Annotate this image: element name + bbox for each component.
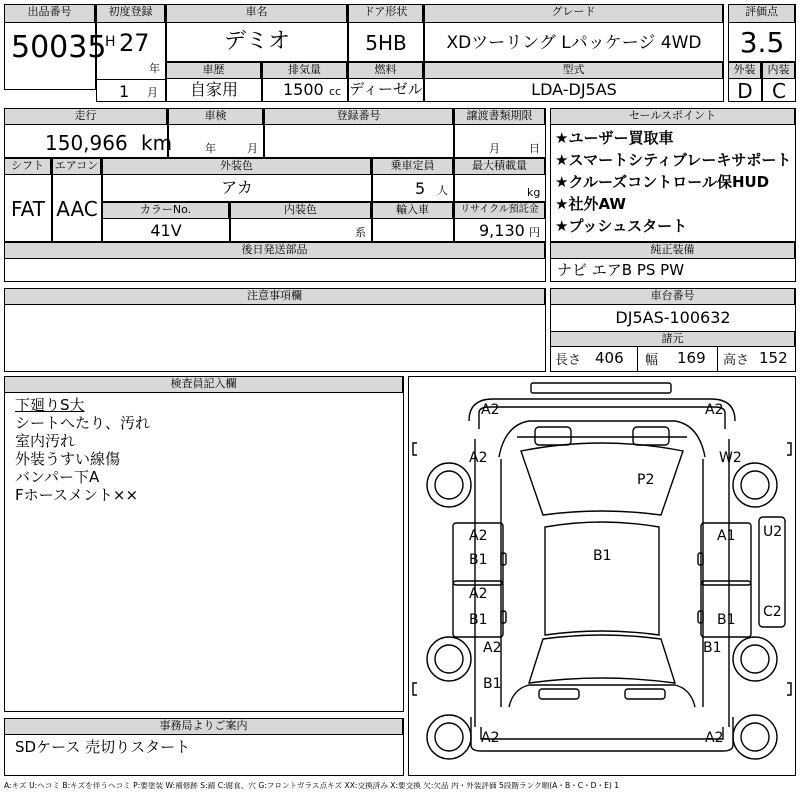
color-no-box: [102, 202, 230, 242]
sales-point: ★ユーザー買取車: [555, 129, 674, 147]
load-box: [454, 158, 546, 202]
recycle-box: [454, 202, 546, 242]
later-parts-label: 後日発送部品: [5, 243, 545, 259]
equipment-label: 純正装備: [551, 243, 795, 259]
color-no: 41V: [150, 221, 182, 240]
fuel: ディーゼル: [349, 80, 423, 98]
fuel-label: 燃料: [349, 63, 423, 79]
score-label: 評価点: [729, 5, 795, 23]
capacity-label: 乗車定員: [373, 159, 453, 175]
exterior-label: 外装: [729, 63, 761, 79]
inspector-note: シートへたり、汚れ: [15, 414, 151, 432]
dims-label: 諸元: [551, 331, 795, 347]
car-diagram-box: [408, 376, 796, 776]
score: 3.5: [739, 26, 785, 59]
door: 5HB: [365, 31, 407, 55]
transfer-label: 譲渡書類期限: [455, 109, 545, 125]
damage-mark: P2: [637, 472, 655, 488]
month-unit: 月: [147, 86, 158, 99]
year: 27: [119, 29, 150, 57]
inspector-note: 室内汚れ: [15, 432, 76, 450]
length-label: 長さ: [555, 353, 582, 368]
sales-point: ★クルーズコントロール保HUD: [555, 173, 770, 191]
color-box: [102, 158, 372, 202]
damage-mark: A2: [469, 528, 488, 544]
insp-month-unit: 月: [247, 142, 258, 155]
width: 169: [677, 349, 706, 367]
ac-label: エアコン: [53, 159, 101, 175]
exterior-grade: D: [737, 79, 753, 103]
era: H: [105, 34, 116, 50]
first-reg-label: 初度登録: [97, 5, 165, 23]
sales-point: ★スマートシティブレーキサポート: [555, 151, 792, 169]
transfer-month-unit: 月: [489, 142, 500, 155]
load-label: 最大積載量: [455, 159, 545, 175]
history-label: 車歴: [167, 63, 261, 79]
capacity-box: [372, 158, 454, 202]
damage-mark: B1: [469, 552, 488, 568]
damage-mark: W2: [719, 450, 742, 466]
inspector-box: [4, 376, 404, 712]
shift: FAT: [10, 197, 45, 221]
equipment-value: ナビ エアB PS PW: [557, 261, 685, 279]
damage-mark: B1: [593, 548, 612, 564]
damage-mark: B1: [483, 676, 502, 692]
insp-year-unit: 年: [205, 142, 216, 155]
inspector-label: 検査員記入欄: [5, 377, 403, 393]
sales-point: ★社外AW: [555, 195, 626, 213]
inspection-label: 車検: [169, 109, 263, 125]
reg-label: 登録番号: [265, 109, 453, 125]
caution-label: 注意事項欄: [5, 289, 545, 305]
height-label: 高さ: [723, 353, 750, 368]
damage-mark: A2: [481, 730, 500, 746]
damage-mark: A2: [483, 640, 502, 656]
model: デミオ: [223, 29, 290, 54]
import-box: [372, 202, 454, 242]
door-box: [348, 4, 424, 62]
capacity: 5: [415, 179, 426, 198]
ac-box: [52, 158, 102, 242]
model-label: 車名: [167, 5, 347, 23]
shift-box: [4, 158, 52, 242]
legend: A:キズ U:ヘコミ B:キズを伴うヘコミ P:要塗装 W:補修跡 S:錆 C:腐食、穴 G:フロントガラス点キズ XX:交換済み X:要交換 欠:欠品 内・外装評価 5段階ランク順(A・B・C・D・E) 1: [4, 782, 620, 790]
inspector-note: バンパー下A: [15, 468, 100, 486]
length: 406: [595, 349, 624, 367]
color-label: 外装色: [103, 159, 371, 175]
recycle: 9,130: [479, 221, 525, 240]
car-diagram: [409, 377, 795, 775]
color: アカ: [221, 178, 253, 197]
transfer-box: [454, 108, 546, 158]
chassis-label: 車台番号: [551, 289, 795, 305]
mileage: 150,966: [45, 131, 128, 155]
interior-grade: C: [772, 79, 786, 103]
chassis-box: [550, 288, 796, 372]
damage-mark: U2: [763, 524, 783, 540]
recycle-unit: 円: [529, 226, 540, 239]
mileage-box: [4, 108, 173, 158]
chassis-number: DJ5AS-100632: [615, 308, 731, 327]
interior-grade-box: [762, 62, 796, 102]
month: 1: [119, 82, 130, 101]
ac: AAC: [56, 197, 98, 221]
type-box: [424, 62, 724, 102]
damage-mark: A2: [481, 402, 500, 418]
height: 152: [759, 349, 788, 367]
damage-mark: A1: [717, 528, 736, 544]
type: LDA-DJ5AS: [531, 80, 617, 99]
transfer-day-unit: 日: [529, 142, 540, 155]
displacement: 1500: [283, 80, 324, 99]
sales-points-label: セールスポイント: [551, 109, 795, 125]
load-unit: kg: [527, 186, 541, 199]
year-unit: 年: [149, 62, 160, 75]
damage-mark: A2: [469, 450, 488, 466]
office-label: 事務局よりご案内: [5, 719, 403, 735]
score-box: [728, 4, 796, 62]
inspection-box: [168, 108, 264, 158]
damage-mark: A2: [469, 586, 488, 602]
inspector-note: Fホースメント××: [15, 486, 139, 504]
mileage-unit: km: [141, 131, 173, 155]
inspector-note: 外装うすい線傷: [15, 450, 121, 468]
grade-box: [424, 4, 724, 62]
office-text: SDケース 売切りスタート: [15, 738, 191, 756]
damage-mark: A2: [705, 730, 724, 746]
caution-box: [4, 288, 546, 372]
first-reg-box: [96, 4, 166, 102]
int-color-unit: 系: [355, 226, 366, 239]
grade: XDツーリング Lパッケージ 4WD: [446, 33, 702, 53]
later-parts-box: [4, 242, 546, 282]
fuel-box: [348, 62, 424, 102]
displacement-box: [262, 62, 348, 102]
mileage-label: 走行: [5, 109, 167, 125]
history-box: [166, 62, 262, 102]
model-box: [166, 4, 348, 62]
office-box: [4, 718, 404, 776]
exterior-grade-box: [728, 62, 762, 102]
door-label: ドア形状: [349, 5, 423, 23]
lot-label: 出品番号: [5, 5, 95, 23]
recycle-label: リサイクル預託金: [455, 203, 545, 219]
interior-label: 内装: [763, 63, 795, 79]
reg-box: [264, 108, 454, 158]
damage-mark: B1: [703, 640, 722, 656]
displacement-unit: cc: [329, 85, 342, 98]
sales-point: ★プッシュスタート: [555, 217, 688, 235]
shift-label: シフト: [5, 159, 51, 175]
grade-label: グレード: [425, 5, 723, 23]
damage-mark: A2: [705, 402, 724, 418]
inspector-note: 下廻りS大: [15, 396, 85, 414]
equipment-box: [550, 242, 796, 282]
color-no-label: カラーNo.: [103, 203, 229, 219]
displacement-label: 排気量: [263, 63, 347, 79]
damage-mark: C2: [763, 604, 782, 620]
import-label: 輸入車: [373, 203, 453, 219]
sales-points-box: [550, 108, 796, 242]
int-color-label: 内装色: [231, 203, 371, 219]
capacity-unit: 人: [437, 184, 448, 197]
type-label: 型式: [425, 63, 723, 79]
damage-mark: B1: [469, 612, 488, 628]
history: 自家用: [189, 80, 238, 99]
lot-number: 50035: [11, 30, 107, 65]
damage-mark: B1: [717, 612, 736, 628]
int-color-box: [230, 202, 372, 242]
lot-box: [4, 4, 107, 90]
width-label: 幅: [645, 353, 659, 368]
